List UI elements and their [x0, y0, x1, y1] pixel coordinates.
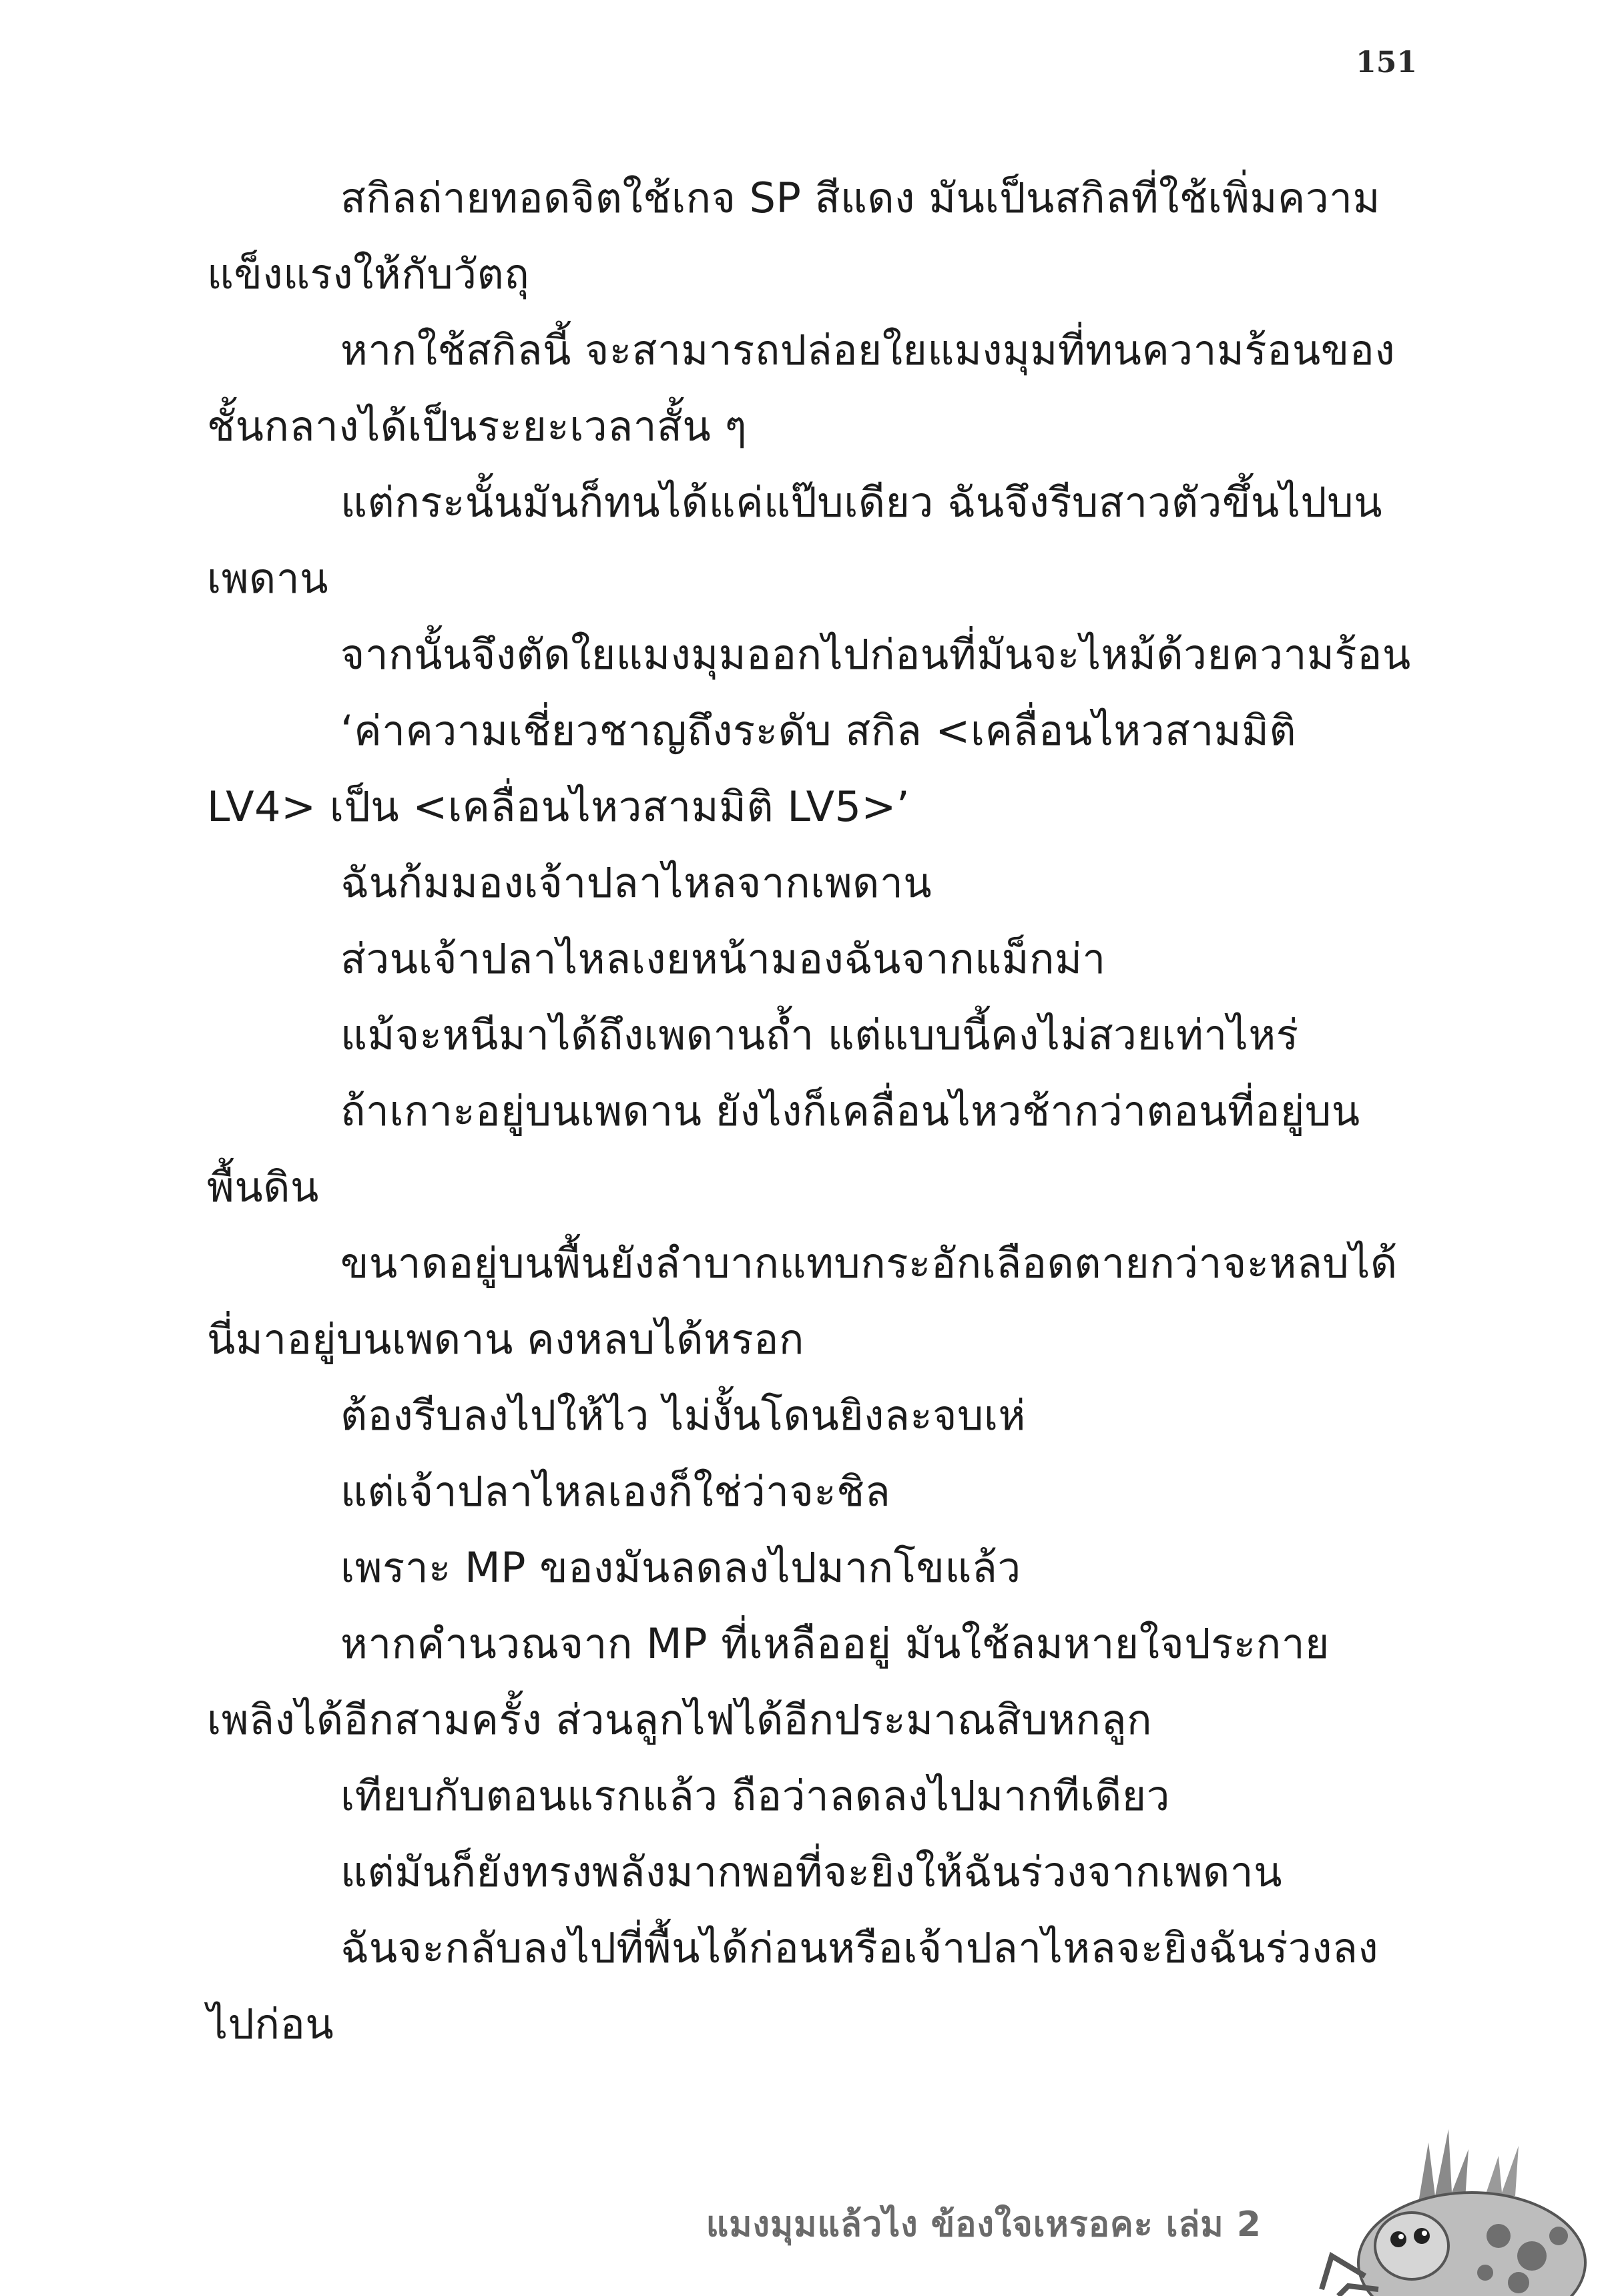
paragraph: แต่กระนั้นมันก็ทนได้แค่แป๊บเดียว ฉันจึงรีบสาวตัวขึ้นไปบนเพดาน — [207, 478, 1382, 603]
paragraph: เพราะ MP ของมันลดลงไปมากโขแล้ว — [340, 1543, 1021, 1592]
paragraph: ‘ค่าความเชี่ยวชาญถึงระดับ สกิล <เคลื่อนไหวสามมิติ LV4> เป็น <เคลื่อนไหวสามมิติ LV5>’ — [207, 706, 1297, 831]
spider-mascot-icon — [1318, 2122, 1612, 2296]
paragraph: ถ้าเกาะอยู่บนเพดาน ยังไงก็เคลื่อนไหวช้ากว่าตอนที่อยู่บนพื้นดิน — [207, 1087, 1360, 1211]
paragraph: จากนั้นจึงตัดใยแมงมุมออกไปก่อนที่มันจะไหม้ด้วยความร้อน — [340, 630, 1411, 679]
paragraph: แต่มันก็ยังทรงพลังมากพอที่จะยิงให้ฉันร่วงจากเพดาน — [340, 1847, 1282, 1896]
paragraph: แม้จะหนีมาได้ถึงเพดานถ้ำ แต่แบบนี้คงไม่สวยเท่าไหร่ — [340, 1011, 1299, 1059]
paragraph: ฉันจะกลับลงไปที่พื้นได้ก่อนหรือเจ้าปลาไหลจะยิงฉันร่วงลงไปก่อน — [207, 1924, 1379, 2048]
paragraph: ฉันก้มมองเจ้าปลาไหลจากเพดาน — [340, 858, 932, 907]
page-number: 151 — [1356, 45, 1417, 79]
paragraph: ขนาดอยู่บนพื้นยังลำบากแทบกระอักเลือดตายกว่าจะหลบได้ นี่มาอยู่บนเพดาน คงหลบได้หรอก — [207, 1239, 1398, 1364]
paragraph: ต้องรีบลงไปให้ไว ไม่งั้นโดนยิงละจบเห่ — [340, 1391, 1026, 1440]
paragraph: สกิลถ่ายทอดจิตใช้เกจ SP สีแดง มันเป็นสกิลที่ใช้เพิ่มความแข็งแรงให้กับวัตถุ — [207, 174, 1380, 298]
paragraph: หากใช้สกิลนี้ จะสามารถปล่อยใยแมงมุมที่ทนความร้อนของชั้นกลางได้เป็นระยะเวลาสั้น ๆ — [207, 326, 1396, 451]
paragraph: ส่วนเจ้าปลาไหลเงยหน้ามองฉันจากแม็กม่า — [340, 934, 1106, 983]
paragraph: แต่เจ้าปลาไหลเองก็ใช่ว่าจะชิล — [340, 1467, 891, 1516]
body-text — [207, 160, 1415, 2062]
paragraph: เทียบกับตอนแรกแล้ว ถือว่าลดลงไปมากทีเดียว — [340, 1771, 1170, 1820]
book-title-footer: แมงมุมแล้วไง ข้องใจเหรอคะ เล่ม 2 — [706, 2205, 1262, 2245]
paragraph: หากคำนวณจาก MP ที่เหลืออยู่ มันใช้ลมหายใจประกายเพลิงได้อีกสามครั้ง ส่วนลูกไฟได้อีกประมาณสิบหกลูก — [207, 1619, 1330, 1744]
